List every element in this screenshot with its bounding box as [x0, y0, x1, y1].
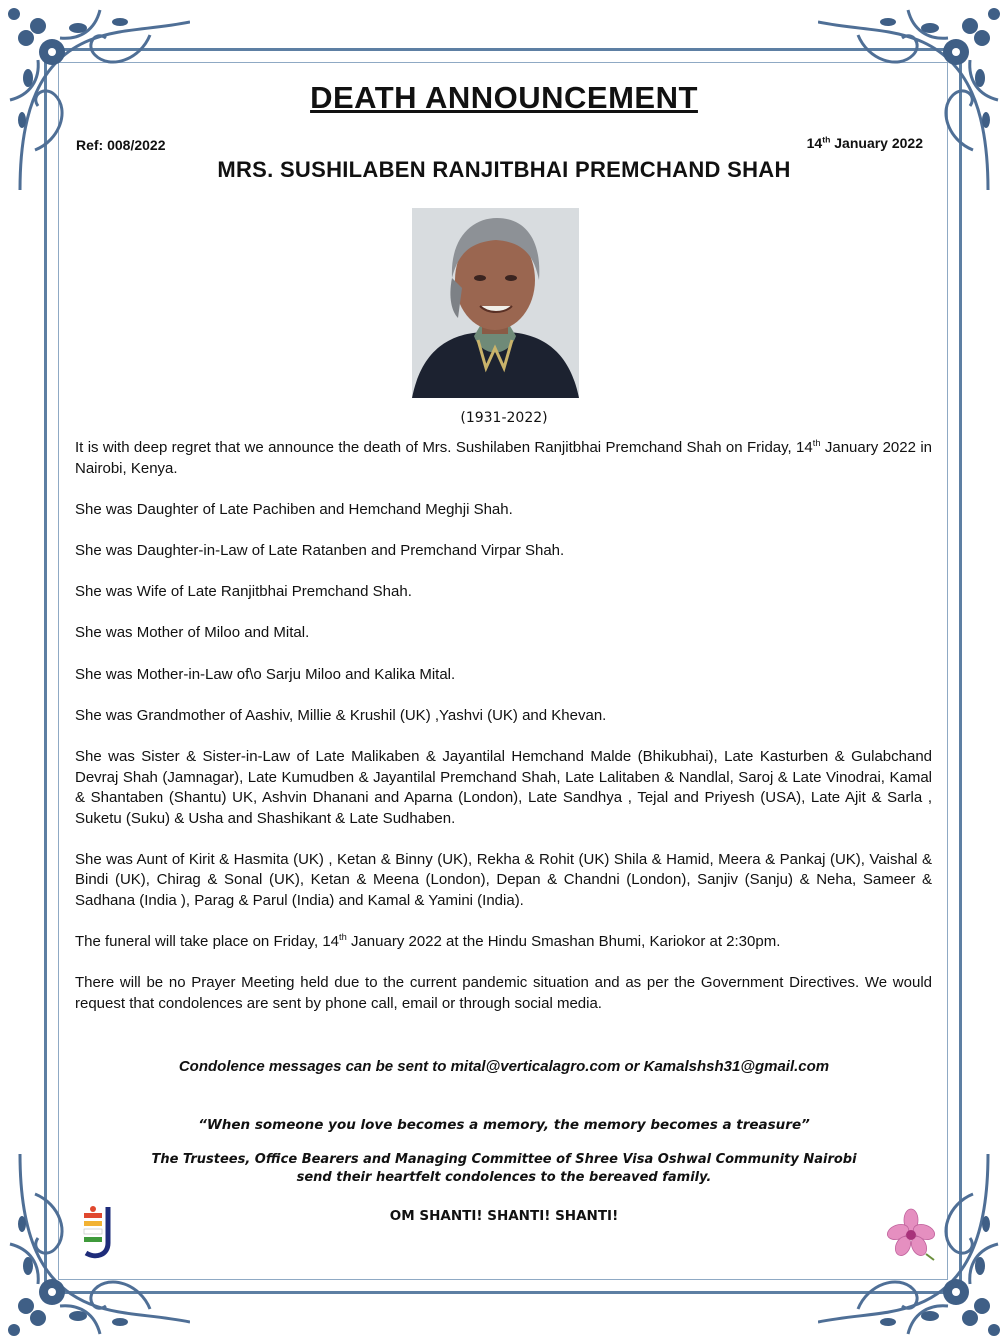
grandmother-paragraph: She was Grandmother of Aashiv, Millie & Krushil (UK) ,Yashvi (UK) and Khevan.	[75, 706, 607, 724]
prayer-paragraph: There will be no Prayer Meeting held due to the current pandemic situation and as per the Government Directives. We would request that condolences are sent by phone call, email or through social media.	[75, 974, 932, 1013]
condolence-contacts: Condolence messages can be sent to mital@verticalagro.com or Kamalshsh31@gmail.com	[178, 1058, 830, 1075]
memorial-quote: “When someone you love becomes a memory, the memory becomes a treasure”	[198, 1117, 810, 1133]
funeral-suffix: th	[339, 932, 347, 943]
intro-suffix: th	[812, 438, 821, 448]
date-suffix: th	[822, 134, 831, 145]
aunt-paragraph: She was Aunt of Kirit & Hasmita (UK) , Ketan & Binny (UK), Rekha & Rohit (UK) Shila & Hamid, Meera & Pankaj (UK), Vaishal & Bindi (UK), Chirag & Sonal (UK), Ketan & Meena (London), Depan & Chandni (London), Sanjiv (Sanju) & Neha, Sameer & Sadhana (India ), Parag & Parul (India) and Kamal & Yamini (India).	[75, 850, 932, 910]
reference-number: Ref: 008/2022	[76, 137, 166, 153]
page-title: DEATH ANNOUNCEMENT	[310, 80, 698, 115]
wife-paragraph: She was Wife of Late Ranjitbhai Premchand Shah.	[75, 583, 412, 601]
jain-emblem-icon	[78, 1203, 122, 1261]
orchid-flower-icon	[886, 1208, 936, 1262]
intro-text-b: January 2022 in Nairobi, Kenya.	[75, 439, 932, 477]
intro-paragraph	[75, 438, 932, 479]
date-day: 14	[806, 135, 823, 151]
trustees-message	[0, 1151, 1008, 1187]
intro-text-a: It is with deep regret that we announce the death of Mrs. Sushilaben Ranjitbhai Premchand Shah on Friday, 14	[75, 439, 813, 456]
funeral-text-b: January 2022 at the Hindu Smashan Bhumi, Kariokor at 2:30pm.	[346, 933, 781, 951]
portrait-photo	[412, 208, 579, 398]
mother-in-law-paragraph: She was Mother-in-Law of\o Sarju Miloo and Kalika Mital.	[75, 665, 456, 683]
daughter-paragraph: She was Daughter of Late Pachiben and Hemchand Meghji Shah.	[75, 500, 513, 518]
life-years: (1931-2022)	[460, 410, 548, 426]
deceased-name: MRS. SUSHILABEN RANJITBHAI PREMCHAND SHAH	[217, 157, 791, 182]
announcement-body	[75, 438, 932, 1035]
funeral-paragraph	[75, 932, 932, 953]
trustees-line-2: send their heartfelt condolences to the bereaved family.	[296, 1170, 712, 1185]
om-shanti: OM SHANTI! SHANTI! SHANTI!	[389, 1208, 619, 1224]
sister-paragraph: She was Sister & Sister-in-Law of Late Malikaben & Jayantilal Hemchand Malde (Bhikubhai), Late Kasturben & Gulabchand Devraj Shah (Jamnagar), Late Kumudben & Jayantilal Premchand Shah, Late Lalitaben & Nandlal, Saroj & Late Vinodrai, Kamal & Shantaben (Shantu) UK, Ashvin Dhanani and Aparna (London), Late Sandhya , Tejal and Priyesh (USA), Late Ajit & Sarla , Suketu (Suku) & Usha and Shashikant & Late Sudhaben.	[75, 747, 932, 827]
announcement-date	[807, 135, 923, 151]
daughter-in-law-paragraph: She was Daughter-in-Law of Late Ratanben and Premchand Virpar Shah.	[75, 541, 565, 559]
funeral-text-a: The funeral will take place on Friday, 14	[75, 933, 340, 951]
date-rest: January 2022	[830, 135, 923, 151]
mother-paragraph: She was Mother of Miloo and Mital.	[75, 624, 310, 642]
trustees-line-1: The Trustees, Office Bearers and Managing Committee of Shree Visa Oshwal Community Nairobi	[151, 1152, 857, 1167]
